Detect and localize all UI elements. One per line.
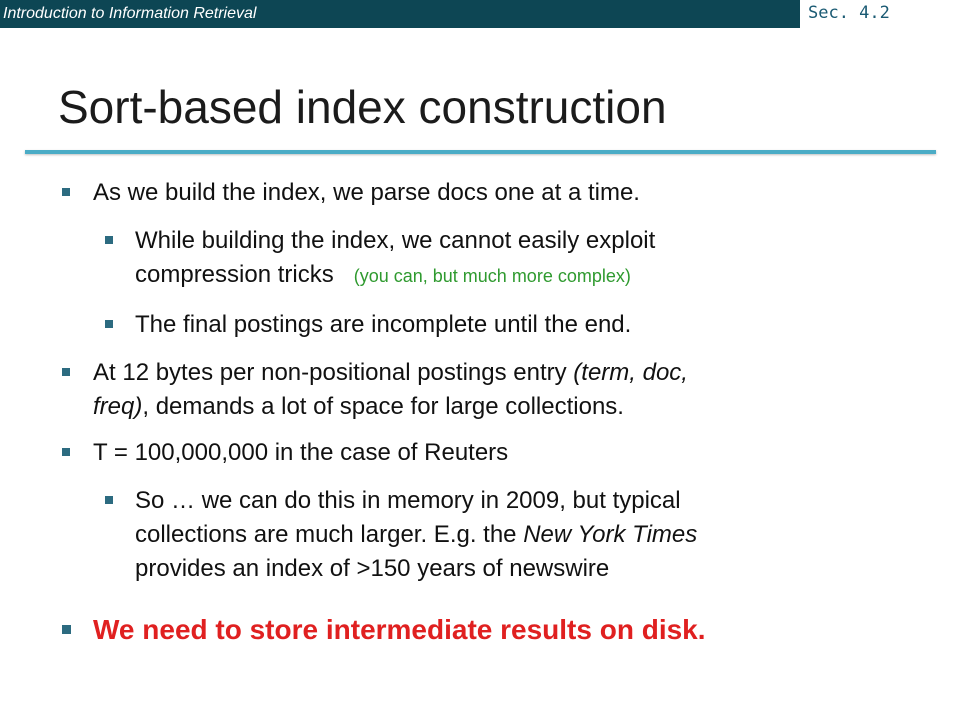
- title-divider: [25, 150, 936, 154]
- square-bullet-icon: [62, 188, 70, 196]
- bullet-text-line: So … we can do this in memory in 2009, but typical: [135, 487, 681, 514]
- bullet-text-line: provides an index of >150 years of newswire: [135, 555, 610, 582]
- bullet-text-line: [93, 356, 913, 390]
- square-bullet-icon: [105, 320, 113, 328]
- bullet-text: compression tricks: [135, 261, 334, 288]
- bullet-text: T = 100,000,000 in the case of Reuters: [93, 439, 509, 466]
- bullet-text-line: [135, 518, 925, 552]
- emphasis-text: We need to store intermediate results on disk.: [93, 614, 706, 645]
- bullet-memory-2009: [135, 484, 925, 586]
- bullet-text: As we build the index, we parse docs one at a time.: [93, 179, 640, 206]
- bullet-store-on-disk: [93, 610, 913, 650]
- bullet-italic-text: New York Times: [523, 521, 698, 548]
- square-bullet-icon: [62, 368, 70, 376]
- bullet-parse-docs: [93, 176, 913, 210]
- bullet-italic-text: freq): [93, 393, 143, 420]
- slide-title: Sort-based index construction: [58, 81, 667, 133]
- square-bullet-icon: [105, 236, 113, 244]
- bullet-text-line: [93, 390, 913, 424]
- bullet-italic-text: (term, doc,: [573, 359, 688, 386]
- square-bullet-icon: [105, 496, 113, 504]
- section-label: Sec. 4.2: [808, 3, 890, 23]
- square-bullet-icon: [62, 625, 71, 634]
- bullet-compression: [135, 224, 925, 293]
- bullet-text: collections are much larger. E.g. the: [135, 521, 524, 548]
- aside-note: (you can, but much more complex): [353, 266, 631, 286]
- bullet-text: At 12 bytes per non-positional postings entry: [93, 359, 574, 386]
- square-bullet-icon: [62, 448, 70, 456]
- bullet-reuters-size: [93, 436, 913, 470]
- bullet-incomplete-postings: [135, 308, 925, 342]
- bullet-text-line: While building the index, we cannot easily exploit: [135, 227, 656, 254]
- course-title: Introduction to Information Retrieval: [3, 5, 257, 22]
- bullet-text: , demands a lot of space for large collections.: [142, 393, 624, 420]
- bullet-bytes-per-posting: [93, 356, 913, 424]
- bullet-text-line: [135, 258, 925, 293]
- bullet-text: The final postings are incomplete until the end.: [135, 311, 632, 338]
